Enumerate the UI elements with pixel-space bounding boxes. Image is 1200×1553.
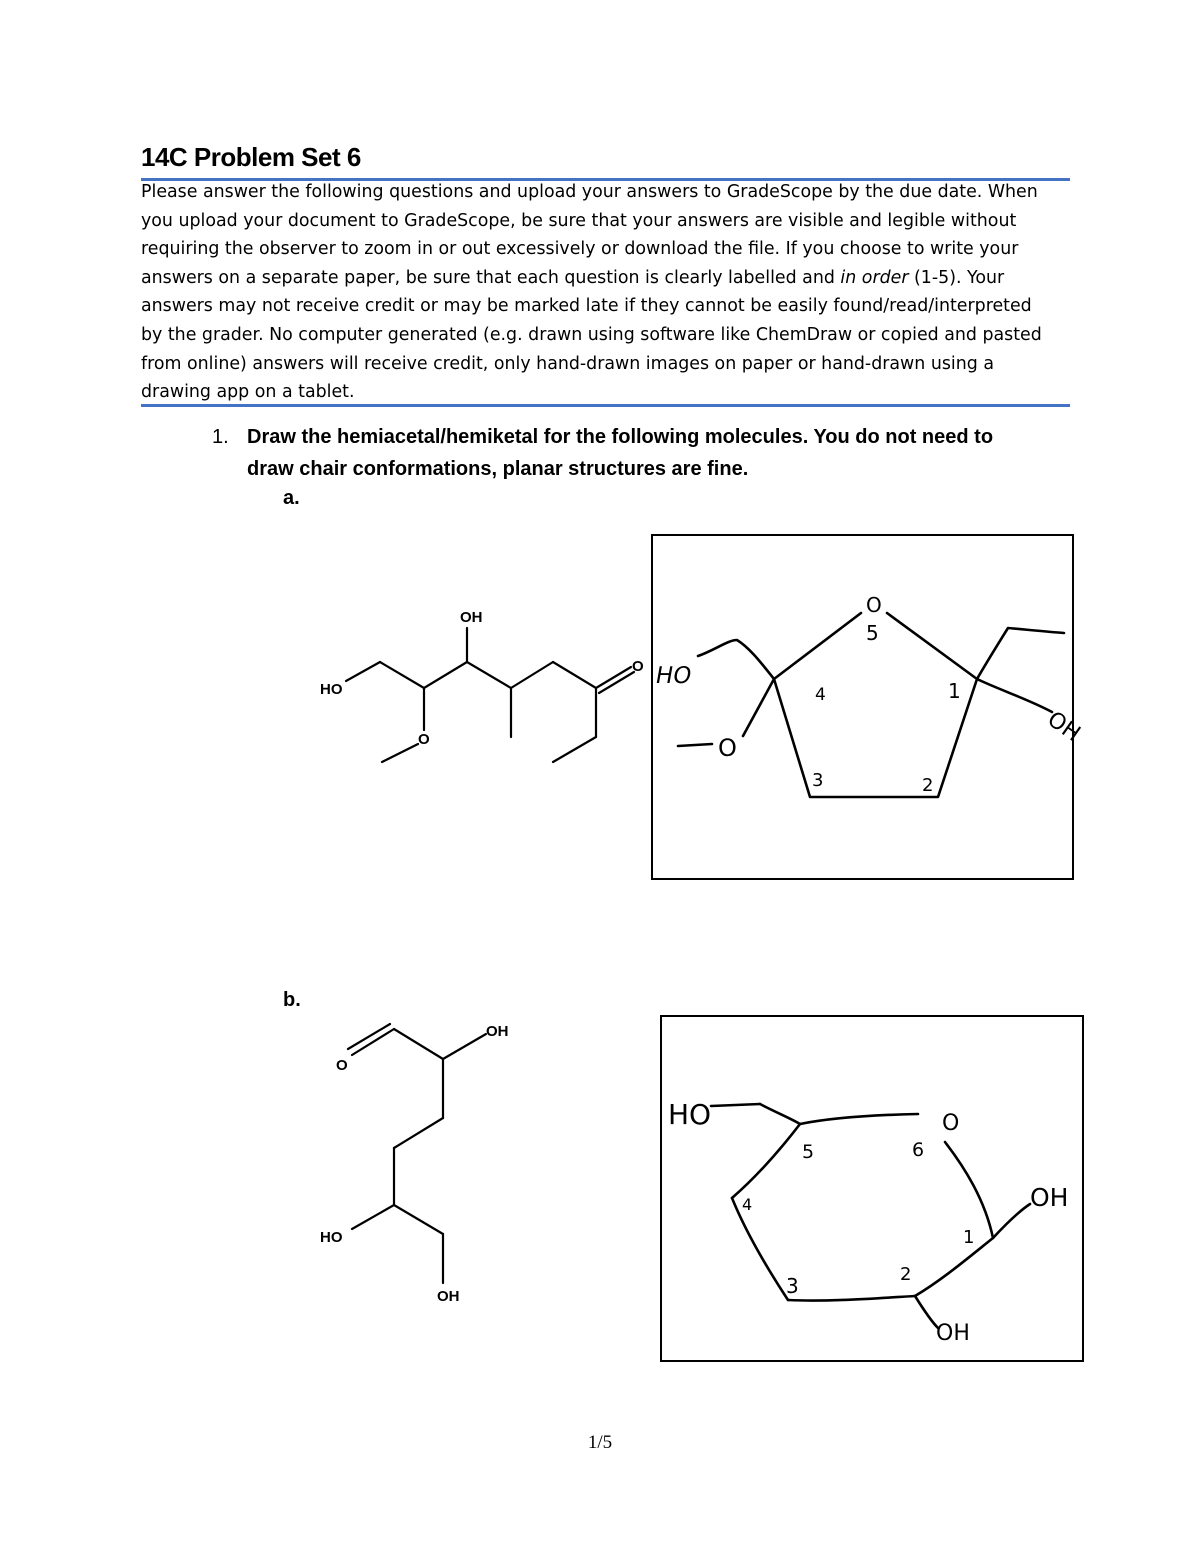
instructions-line: drawing app on a tablet.	[141, 382, 355, 403]
mol-a-oh-top: OH	[460, 609, 483, 626]
ans-b-num-5: 5	[802, 1141, 815, 1163]
ans-a-num-4: 4	[815, 685, 826, 705]
instructions-line	[141, 264, 1076, 293]
instructions-line: Please answer the following questions and upload your answers to GradeScope by the due date. When	[141, 182, 1038, 202]
question-number: 1.	[212, 426, 229, 448]
instructions-line: from online) answers will receive credit, only hand-drawn images on paper or hand-drawn using a	[141, 353, 994, 374]
mol-a-methoxy-o: O	[418, 731, 430, 748]
page-title: 14C Problem Set 6	[141, 142, 361, 172]
ans-b-ho: HO	[668, 1098, 712, 1131]
answer-b-drawing	[660, 1015, 1084, 1362]
molecule-a-structure	[310, 590, 670, 780]
instructions-fragment: (1-5). Your	[908, 267, 1005, 288]
mol-a-ho-left: HO	[320, 681, 343, 698]
ans-a-num-5: 5	[866, 621, 879, 645]
ans-a-oh: OH	[1042, 706, 1085, 747]
instructions-line: you upload your document to GradeScope, be sure that your answers are visible and legible without	[141, 210, 1017, 231]
ans-b-num-3: 3	[786, 1274, 799, 1298]
ans-b-num-4: 4	[742, 1195, 753, 1214]
ans-a-num-2: 2	[922, 775, 934, 796]
instructions-emphasis: in order	[840, 267, 909, 288]
part-a-label: a.	[283, 487, 300, 509]
molecule-b-structure	[310, 1010, 550, 1310]
instructions-paragraph	[141, 178, 1076, 407]
part-b-label: b.	[283, 989, 301, 1011]
ans-b-o-ring: O	[942, 1111, 960, 1136]
ans-a-num-1: 1	[948, 679, 961, 703]
ans-a-o-ring: O	[866, 593, 882, 617]
bottom-rule	[141, 404, 1070, 407]
instructions-line: by the grader. No computer generated (e.g. drawn using software like ChemDraw or copied and pasted	[141, 324, 1042, 345]
mol-b-oh-top: OH	[486, 1023, 509, 1040]
ans-b-num-1: 1	[963, 1227, 975, 1248]
question-text-line1: Draw the hemiacetal/hemiketal for the following molecules. You do not need to	[247, 426, 994, 448]
mol-b-oh-bottom: OH	[437, 1288, 460, 1305]
ans-a-o-left: O	[718, 734, 737, 762]
mol-b-ho-left: HO	[320, 1229, 343, 1246]
ans-a-ho: HO	[653, 662, 694, 689]
ans-b-oh-bottom: OH	[936, 1321, 970, 1346]
answer-a-drawing	[651, 534, 1100, 880]
ans-a-num-3: 3	[812, 770, 824, 791]
instructions-line: answers may not receive credit or may be marked late if they cannot be easily found/read/interpreted	[141, 296, 1032, 317]
ans-b-num-2: 2	[900, 1264, 912, 1285]
ans-b-num-6: 6	[912, 1139, 925, 1161]
mol-b-aldehyde-o: O	[336, 1057, 348, 1074]
question-text-line2: draw chair conformations, planar structures are fine.	[247, 458, 749, 480]
instructions-fragment: answers on a separate paper, be sure that each question is clearly labelled and	[141, 267, 841, 288]
ans-b-oh-right: OH	[1030, 1183, 1069, 1212]
instructions-line: requiring the observer to zoom in or out excessively or download the file. If you choose to write your	[141, 239, 1019, 260]
mol-a-ketone-o: O	[632, 658, 644, 675]
page-number: 1/5	[587, 1432, 613, 1453]
